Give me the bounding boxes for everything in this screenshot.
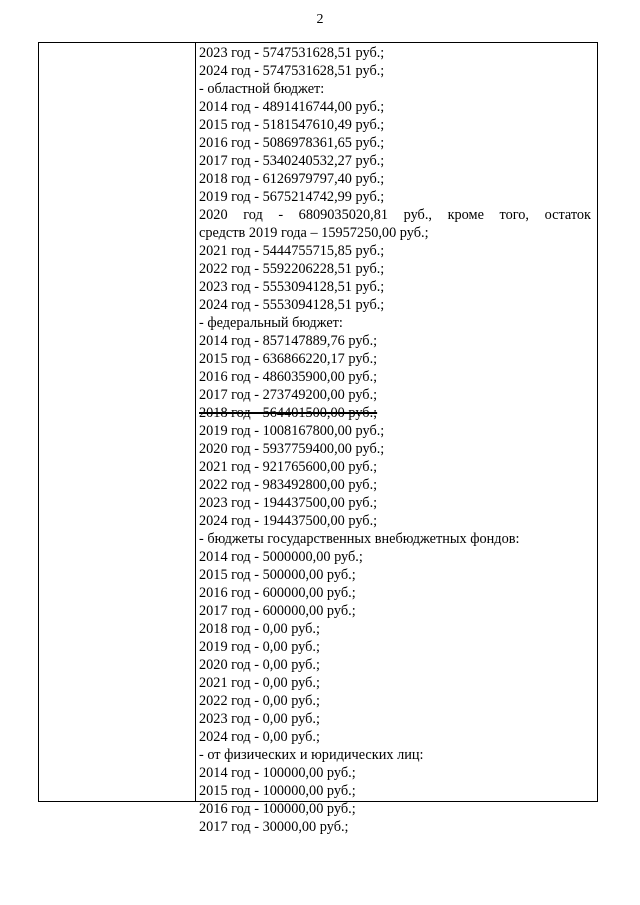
text-line: 2024 год - 194437500,00 руб.; [199,513,378,529]
table-right-cell [196,43,597,835]
text-line: 2023 год - 5553094128,51 руб.; [199,279,385,295]
text-line: - федеральный бюджет: [199,315,343,331]
text-line: 2023 год - 5747531628,51 руб.; [199,45,385,61]
struck-text: 2018 год - 564401500,00 руб.; [199,405,378,421]
text-line: 2021 год - 5444755715,85 руб.; [199,243,385,259]
text-line: 2021 год - 921765600,00 руб.; [199,459,378,475]
text-line: 2020 год - 0,00 руб.; [199,657,320,673]
text-line: 2024 год - 5553094128,51 руб.; [199,297,385,313]
text-line: 2014 год - 5000000,00 руб.; [199,549,363,565]
document-table [38,42,598,835]
text-line: 2018 год - 0,00 руб.; [199,621,320,637]
text-line: - от физических и юридических лиц: [199,747,424,763]
text-line: 2024 год - 5747531628,51 руб.; [199,63,385,79]
text-line: 2024 год - 0,00 руб.; [199,729,320,745]
text-line: 2019 год - 1008167800,00 руб.; [199,423,385,439]
text-line: 2015 год - 500000,00 руб.; [199,567,356,583]
page-number: 2 [316,12,324,27]
text-line: 2017 год - 600000,00 руб.; [199,603,356,619]
text-line: 2016 год - 600000,00 руб.; [199,585,356,601]
text-line: 2016 год - 100000,00 руб.; [199,801,356,817]
text-line: средств 2019 года – 15957250,00 руб.; [199,225,429,241]
text-line: 2017 год - 273749200,00 руб.; [199,387,378,403]
text-line: - областной бюджет: [199,81,325,97]
text-line: 2020 год - 5937759400,00 руб.; [199,441,385,457]
text-line: 2015 год - 636866220,17 руб.; [199,351,378,367]
text-line: 2022 год - 5592206228,51 руб.; [199,261,385,277]
text-line: - бюджеты государственных внебюджетных фондов: [199,531,520,547]
text-line [199,404,591,422]
text-line: 2014 год - 4891416744,00 руб.; [199,99,385,115]
text-line: 2022 год - 0,00 руб.; [199,693,320,709]
text-line: 2022 год - 983492800,00 руб.; [199,477,378,493]
text-line: 2020 год - 6809035020,81 руб., кроме того, остаток [199,207,591,223]
text-line: 2015 год - 5181547610,49 руб.; [199,117,385,133]
text-line: 2023 год - 0,00 руб.; [199,711,320,727]
text-line: 2017 год - 5340240532,27 руб.; [199,153,385,169]
text-line: 2017 год - 30000,00 руб.; [199,819,349,835]
text-line: 2023 год - 194437500,00 руб.; [199,495,378,511]
text-line: 2018 год - 6126979797,40 руб.; [199,171,385,187]
table-left-cell [39,43,196,801]
text-line: 2014 год - 857147889,76 руб.; [199,333,378,349]
text-line: 2016 год - 5086978361,65 руб.; [199,135,385,151]
text-line: 2015 год - 100000,00 руб.; [199,783,356,799]
text-line: 2016 год - 486035900,00 руб.; [199,369,378,385]
text-line: 2019 год - 5675214742,99 руб.; [199,189,385,205]
text-line: 2019 год - 0,00 руб.; [199,639,320,655]
text-line: 2014 год - 100000,00 руб.; [199,765,356,781]
text-line: 2021 год - 0,00 руб.; [199,675,320,691]
